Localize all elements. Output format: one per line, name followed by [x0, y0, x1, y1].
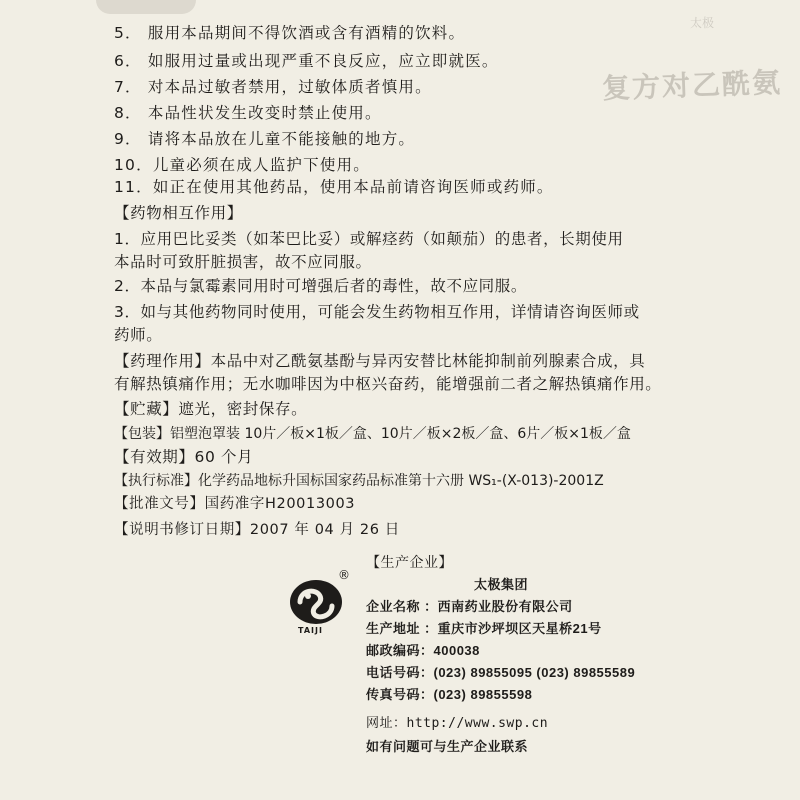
section-label-expiry: 【有效期】 [114, 448, 195, 466]
section-label-interactions: 【药物相互作用】 [114, 204, 243, 222]
warning-item-7: 7． 对本品过敏者禁用，过敏体质者慎用。 [114, 78, 432, 96]
manufacturer-postcode: 邮政编码：400038 [366, 643, 480, 658]
storage-value: 遮光，密封保存。 [178, 400, 308, 418]
bleed-through-shape [96, 0, 196, 14]
interaction-line: 3．如与其他药物同时使用，可能会发生药物相互作用，详情请咨询医师或 [114, 303, 640, 321]
interaction-line: 本品时可致肝脏损害，故不应同服。 [114, 253, 372, 271]
section-label-approval: 【批准文号】 [114, 496, 205, 512]
warning-item-11: 11．如正在使用其他药品，使用本品前请咨询医师或药师。 [114, 178, 554, 196]
warning-item-5: 5． 服用本品期间不得饮酒或含有酒精的饮料。 [114, 24, 466, 42]
warning-item-8: 8． 本品性状发生改变时禁止使用。 [114, 104, 382, 122]
standard-row [114, 471, 604, 491]
manufacturer-address: 生产地址 ：重庆市沙坪坝区天星桥21号 [366, 621, 602, 636]
section-label-storage: 【贮藏】 [114, 400, 179, 418]
logo-text: TAIJI [298, 626, 323, 635]
pharmacology-line-2: 有解热镇痛作用；无水咖啡因为中枢兴奋药，能增强前二者之解热镇痛作用。 [114, 375, 662, 393]
manufacturer-website: 网址：http://www.swp.cn [366, 716, 549, 731]
manufacturer-name: 企业名称 ：西南药业股份有限公司 [366, 599, 573, 614]
taiji-logo [286, 568, 352, 638]
package-value: 铝塑泡罩装 10片／板×1板／盒、10片／板×2板／盒、6片／板×1板／盒 [170, 426, 631, 442]
manufacturer-header: 【生产企业】 [366, 555, 453, 571]
warning-item-9: 9． 请将本品放在儿童不能接触的地方。 [114, 130, 416, 148]
manufacturer-fax: 传真号码：(023) 89855598 [366, 687, 533, 702]
bleed-through-title: 复方对乙酰氨 [601, 65, 783, 106]
pharmacology-line-1 [114, 351, 645, 371]
manufacturer-phone: 电话号码：(023) 89855095 (023) 89855589 [366, 665, 636, 680]
storage-row [114, 399, 307, 419]
warning-item-6: 6． 如服用过量或出现严重不良反应，应立即就医。 [114, 52, 499, 70]
bleed-through-mark: 太极 [690, 16, 715, 30]
package-row [114, 424, 631, 444]
expiry-row [114, 447, 253, 467]
manufacturer-contact: 如有问题可与生产企业联系 [366, 739, 529, 754]
section-label-standard: 【执行标准】 [114, 473, 198, 489]
standard-value: 化学药品地标升国标国家药品标准第十六册 WS₁-(X-013)-2001Z [198, 473, 604, 489]
pharmacology-text: 本品中对乙酰氨基酚与异丙安替比林能抑制前列腺素合成，具 [210, 352, 646, 370]
approval-value: 国药准字H20013003 [204, 496, 356, 512]
revision-row [114, 520, 400, 540]
approval-row [114, 494, 355, 514]
section-label-pharmacology: 【药理作用】 [114, 352, 211, 370]
manufacturer-group: 太极集团 [474, 577, 529, 592]
section-label-package: 【包装】 [114, 426, 170, 442]
logo-registered-mark: ® [338, 568, 350, 582]
interaction-line: 1．应用巴比妥类（如苯巴比妥）或解痉药（如颠茄）的患者，长期使用 [114, 230, 624, 248]
interaction-line: 药师。 [114, 326, 163, 344]
section-label-revision: 【说明书修订日期】 [114, 522, 250, 538]
warning-item-10: 10．儿童必须在成人监护下使用。 [114, 156, 370, 174]
expiry-value: 60 个月 [194, 448, 254, 466]
revision-value: 2007 年 04 月 26 日 [249, 522, 400, 538]
interaction-line: 2．本品与氯霉素同用时可增强后者的毒性，故不应同服。 [114, 277, 527, 295]
